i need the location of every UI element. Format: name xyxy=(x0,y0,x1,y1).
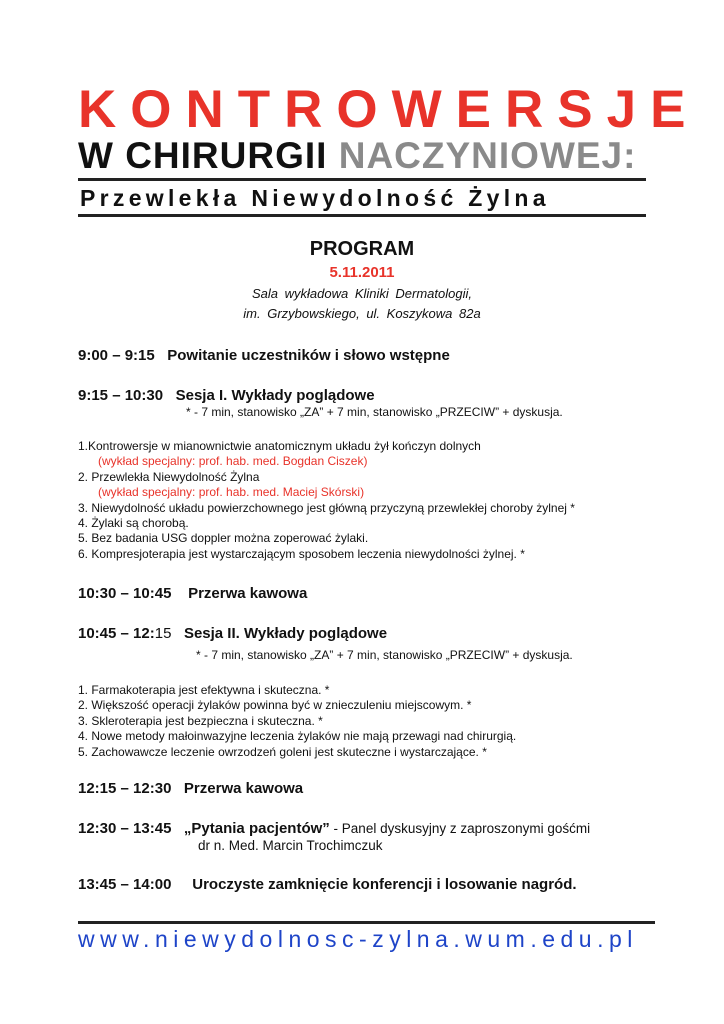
program-venue xyxy=(0,284,724,324)
title: „Pytania pacjentów” xyxy=(183,820,330,837)
list-item: 3. Skleroterapia jest bezpieczna i skuteczna. * xyxy=(78,713,323,728)
title: Sesja I. Wykłady poglądowe xyxy=(175,387,375,404)
time: 9:00 – 9:15 xyxy=(78,347,155,364)
schedule-item-session-1 xyxy=(78,387,375,404)
title: Powitanie uczestników i słowo wstępne xyxy=(167,347,450,364)
time-part: 10:45 – 12: xyxy=(78,625,155,642)
footer-rule xyxy=(78,921,655,924)
header-topic: Przewlekła Niewydolność Żylna xyxy=(80,185,550,211)
panel-description: - Panel dyskusyjny z zaproszonymi gośćmi xyxy=(329,821,591,836)
title: Przerwa kawowa xyxy=(183,780,304,797)
schedule-item-coffee-break-1 xyxy=(78,585,307,602)
panel-moderator: dr n. Med. Marcin Trochimczuk xyxy=(198,838,383,853)
list-item: 1.Kontrowersje w mianownictwie anatomicznym układu żył kończyn dolnych xyxy=(78,439,481,453)
list-item: 4. Żylaki są chorobą. xyxy=(78,515,189,530)
session-1-list xyxy=(78,439,575,562)
header-title-kontrowersje: KONTROWERSJE xyxy=(78,80,700,139)
list-item: 1. Farmakoterapia jest efektywna i skuteczna. * xyxy=(78,683,330,697)
list-item: 5. Bez badania USG doppler można zoperować żylaki. xyxy=(78,531,369,546)
list-item: 2. Większość operacji żylaków powinna być w znieczuleniu miejscowym. * xyxy=(78,698,472,713)
list-item: 4. Nowe metody małoinwazyjne leczenia żylaków nie mają przewagi nad chirurgią. xyxy=(78,729,517,744)
program-date: 5.11.2011 xyxy=(329,264,395,281)
time: 13:45 – 14:00 xyxy=(78,876,172,893)
list-item: 2. Przewlekła Niewydolność Żylna xyxy=(78,469,260,484)
header-subtitle-grey: NACZYNIOWEJ: xyxy=(338,135,637,176)
schedule-item-closing xyxy=(78,876,577,893)
title: Sesja II. Wykłady poglądowe xyxy=(183,625,388,642)
session-2-note: * - 7 min, stanowisko „ZA” + 7 min, stanowisko „PRZECIW” + dyskusja. xyxy=(196,648,573,662)
header-subtitle-dark: W CHIRURGII xyxy=(78,135,328,176)
header-rule-bottom xyxy=(78,214,646,217)
list-item: 5. Zachowawcze leczenie owrzodzeń goleni jest skuteczne i wystarczające. * xyxy=(78,744,487,759)
time: 9:15 – 10:30 xyxy=(78,387,164,404)
header-subtitle xyxy=(78,134,636,178)
time-part-plain: 15 xyxy=(154,625,172,642)
venue-line-1: Sala wykładowa Kliniki Dermatologii, xyxy=(252,286,472,301)
time xyxy=(78,625,171,642)
website-link[interactable]: www.niewydolnosc-zylna.wum.edu.pl xyxy=(78,926,638,952)
session-2-list xyxy=(78,683,516,760)
venue-line-2: im. Grzybowskiego, ul. Koszykowa 82a xyxy=(243,306,481,321)
schedule-item-coffee-break-2 xyxy=(78,780,303,797)
time: 12:15 – 12:30 xyxy=(78,780,172,797)
schedule-item-session-2 xyxy=(78,625,387,642)
time: 10:30 – 10:45 xyxy=(78,585,172,602)
list-item-special-lecture: (wykład specjalny: prof. hab. med. Bogdan Ciszek) xyxy=(98,454,368,469)
title: Przerwa kawowa xyxy=(188,585,308,602)
time: 12:30 – 13:45 xyxy=(78,820,172,837)
header-rule-top xyxy=(78,178,646,181)
program-title: PROGRAM xyxy=(309,238,415,260)
schedule-item-patient-panel xyxy=(78,820,590,837)
list-item: 3. Niewydolność układu powierzchownego jest główną przyczyną przewlekłej choroby żylnej * xyxy=(78,500,575,515)
schedule-item-opening xyxy=(78,347,450,364)
title: Uroczyste zamknięcie konferencji i losowanie nagród. xyxy=(192,876,577,893)
session-1-note: * - 7 min, stanowisko „ZA” + 7 min, stanowisko „PRZECIW” + dyskusja. xyxy=(186,405,563,419)
list-item: 6. Kompresjoterapia jest wystarczającym sposobem leczenia niewydolności żylnej. * xyxy=(78,546,525,561)
list-item-special-lecture: (wykład specjalny: prof. hab. med. Maciej Skórski) xyxy=(98,485,365,500)
